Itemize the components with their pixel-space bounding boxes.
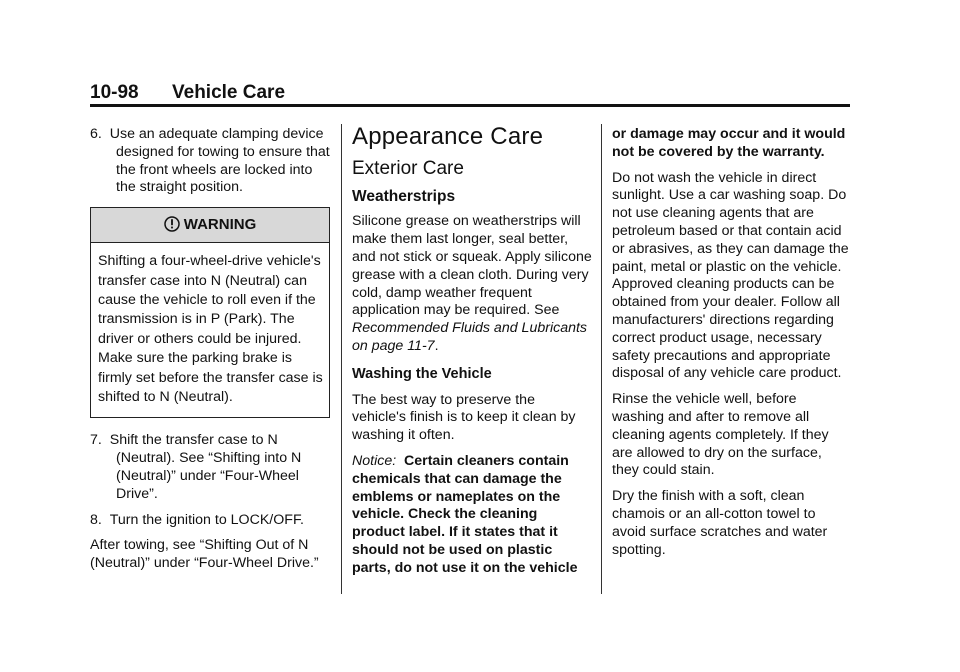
- step-text: Turn the ignition to LOCK/OFF.: [109, 511, 304, 528]
- step-6: [90, 126, 330, 197]
- heading-weatherstrips: Weatherstrips: [352, 187, 456, 205]
- sentence-end: .: [434, 337, 439, 354]
- heading-washing: Washing the Vehicle: [352, 365, 492, 382]
- after-towing-text: After towing, see “Shifting Out of N (Neutral)” under “Four-Wheel Drive.”: [90, 537, 319, 572]
- warning-header: [91, 208, 329, 243]
- warning-icon: [164, 216, 180, 232]
- column-3: [612, 126, 852, 567]
- warning-box: [90, 207, 330, 418]
- step-number: 7.: [90, 432, 102, 449]
- step-number: 6.: [90, 126, 102, 142]
- paragraph-rinse: Rinse the vehicle well, before washing and after to remove all cleaning agents completely. If they are allowed to dry on the surface, they could stain.: [612, 391, 829, 479]
- page-header: [90, 82, 285, 104]
- weatherstrips-paragraph: [352, 213, 592, 355]
- step-text: Use an adequate clamping device designed for towing to ensure that the front wheels are locked into the straight position.: [109, 126, 330, 196]
- weatherstrips-text: Silicone grease on weatherstrips will make them last longer, seal better, and not stick or squeak. Apply silicone grease with a clean cloth. During very cold, damp weather frequent application may be required. See: [352, 213, 592, 319]
- notice-text: Certain cleaners contain chemicals that can damage the emblems or nameplates on the vehicle. Check the cleaning product label. If it states that it should not be used on plastic parts, do not use it on the vehicle: [352, 452, 578, 576]
- washing-paragraph: The best way to preserve the vehicle's finish is to keep it clean by washing it often.: [352, 391, 576, 444]
- section-title: Vehicle Care: [172, 82, 286, 103]
- column-2: [352, 123, 592, 586]
- heading-exterior-care: Exterior Care: [352, 157, 464, 179]
- column-1: [90, 126, 330, 581]
- warning-title: WARNING: [183, 216, 257, 234]
- warning-text: Shifting a four-wheel-drive vehicle's transfer case into N (Neutral) can cause the vehicle to roll even if the transmission is in P (Park). The driver or others could be injured. Make sure the parking brake is firmly set before the transfer case is shifted to N (Neutral).: [98, 253, 323, 406]
- column-divider: [601, 124, 602, 594]
- step-number: 8.: [90, 511, 102, 528]
- step-text: Shift the transfer case to N (Neutral). See “Shifting into N (Neutral)” under “Four-Wheel Drive”.: [109, 432, 302, 502]
- notice-label: Notice:: [352, 452, 397, 469]
- step-7: [90, 432, 330, 503]
- page-number: 10-98: [90, 82, 139, 103]
- step-8: [90, 512, 330, 530]
- notice-continuation: or damage may occur and it would not be covered by the warranty.: [612, 126, 846, 160]
- paragraph-dry-finish: Dry the finish with a soft, clean chamois or an all-cotton towel to avoid surface scratches and water spotting.: [612, 488, 828, 558]
- fluids-reference-link[interactable]: Recommended Fluids and Lubricants on page 11-7: [352, 320, 588, 354]
- paragraph-direct-sunlight: Do not wash the vehicle in direct sunlight. Use a car washing soap. Do not use cleaning agents that are petroleum based or that contain acid or abrasives, as they can damage the paint, metal or plastic on the vehicle. Approved cleaning products can be obtained from your dealer. Follow all manufacturers' directions regarding correct product usage, necessary safety precautions and appropriate disposal of any vehicle care product.: [612, 169, 849, 382]
- heading-appearance-care: Appearance Care: [352, 123, 544, 150]
- column-divider: [341, 124, 342, 594]
- notice-paragraph: [352, 453, 592, 578]
- header-rule: [90, 104, 850, 107]
